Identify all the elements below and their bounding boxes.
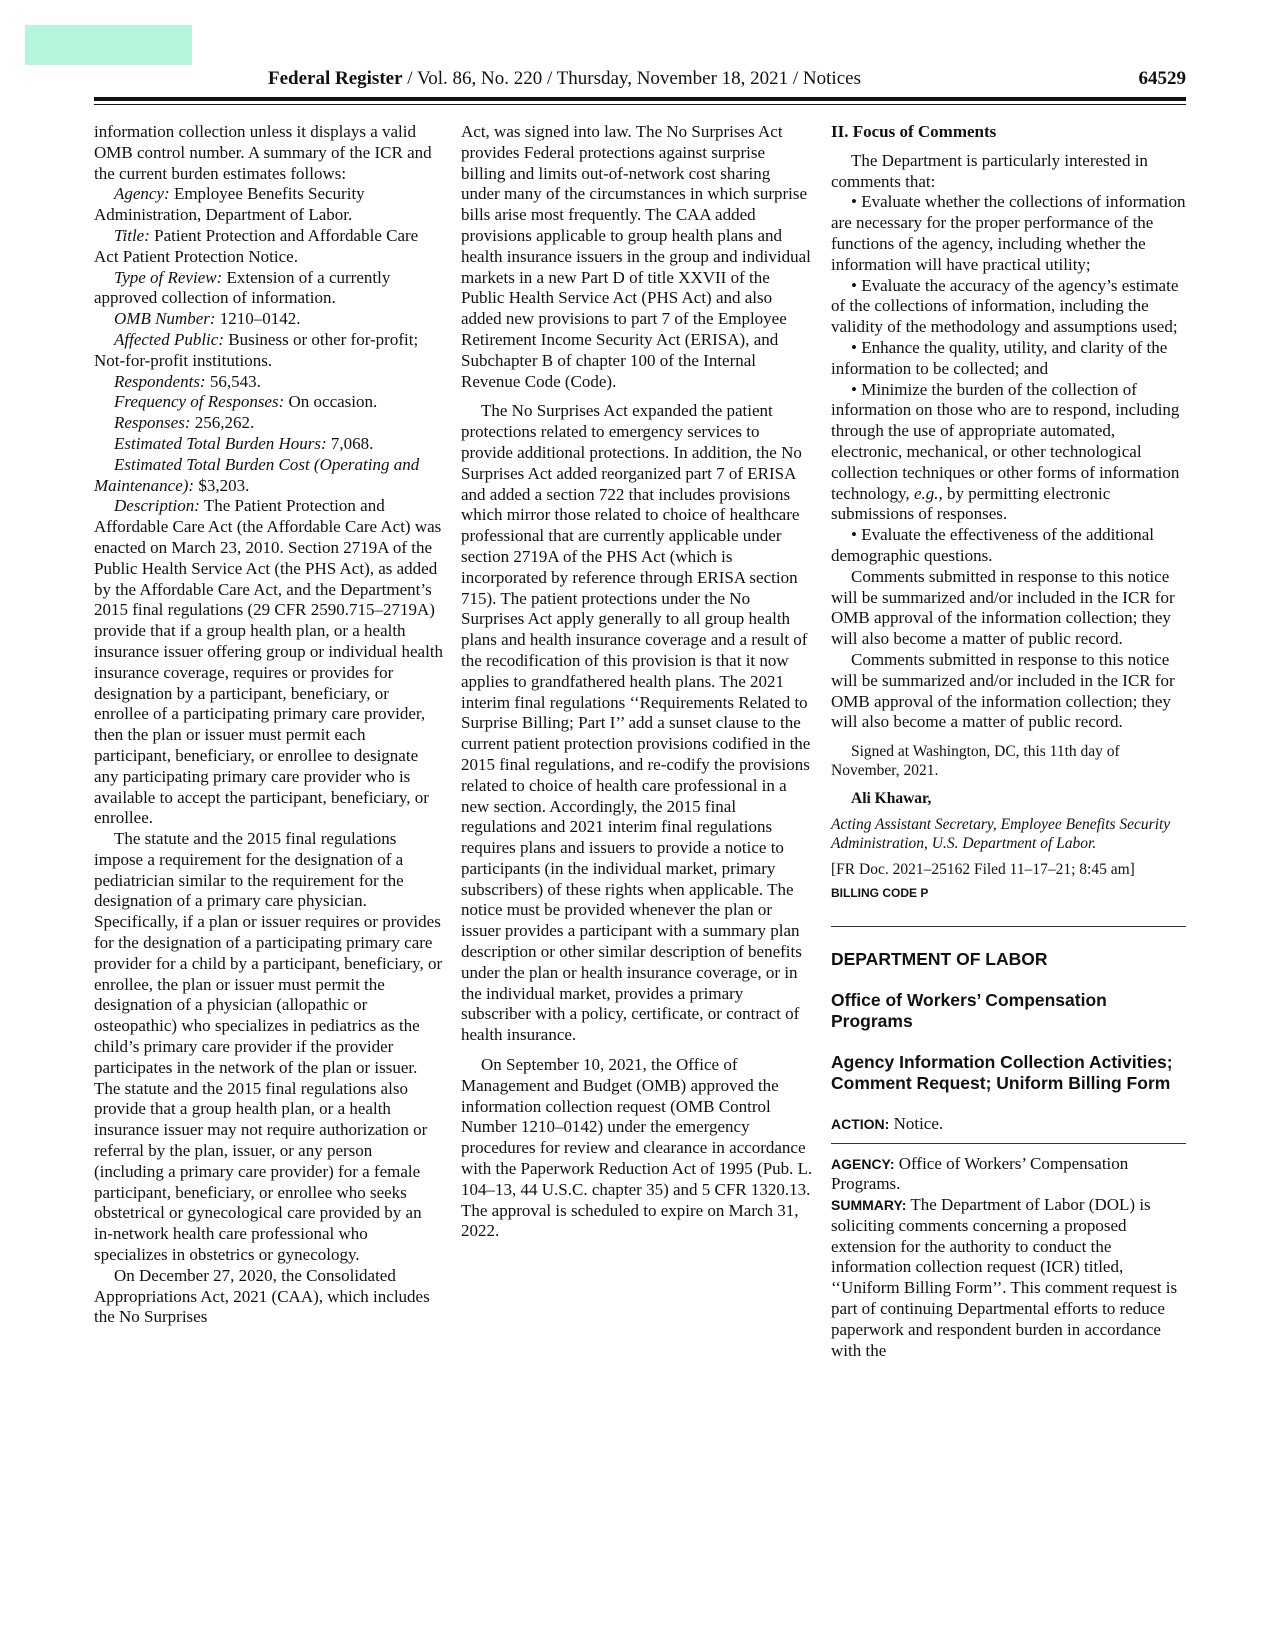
agency-line: AGENCY: Office of Workers’ Compensation Programs. [831,1153,1129,1194]
office-heading: Office of Workers’ Compensation Programs [831,989,1107,1031]
field-title: Title: Patient Protection and Affordable Care Act Patient Protection Notice. [94,225,419,266]
field-description: Description: The Patient Protection and Affordable Care Act (the Affordable Care Act) was enacted on March 23, 2010. Section 2719A of the Public Health Service Act (the PHS Act), as added by the Affordable Care Act, and the Department’s 2015 final regulations (29 CFR 2590.715–2719A) provide that if a group health plan, or a health insurance issuer offering group or individual health insurance coverage, requires or provides for designation by a participant, beneficiary, or enrollee of a participating primary care provider, then the plan or issuer must permit each participant, beneficiary, or enrollee to designate any participating primary care provider who is available to accept the participant, beneficiary, or enrollee. [94,496,444,828]
column-3 [831,122,1186,1361]
field-burden-cost: Estimated Total Burden Cost (Operating and Maintenance): $3,203. [94,454,420,495]
journal-name: Federal Register [268,68,403,89]
bullet-item: • Minimize the burden of the collection of information on those who are to respond, including through the use of appropriate automated, electronic, mechanical, or other technological collection techniques or other forms of information technology, e.g., by permitting electronic submissions of responses. [831,379,1180,524]
field-burden-hours: Estimated Total Burden Hours: 7,068. [114,433,374,453]
column-2 [461,122,813,1242]
paragraph: Comments submitted in response to this notice will be summarized and/or included in the ICR for OMB approval of the information collection; they will also become a matter of public record. [831,649,1175,732]
section-heading: II. Focus of Comments [831,122,997,141]
issue-info: / Vol. 86, No. 220 / Thursday, November 18, 2021 / Notices [402,68,861,89]
highlight-tab [25,25,192,65]
paragraph: Act, was signed into law. The No Surprises Act provides Federal protections against surprise billing and limits out-of-network cost sharing under many of the circumstances in which surprise bills arise most frequently. The CAA added provisions applicable to group health plans and health insurance issuers in the group and individual markets in a new Part D of title XXVII of the Public Health Service Act (PHS Act) and also added new provisions to part 7 of the Employee Retirement Income Security Act (ERISA), and Subchapter B of chapter 100 of the Internal Revenue Code (Code). [461,122,811,391]
field-omb-number: OMB Number: 1210–0142. [114,309,301,329]
page-number: 64529 [1138,68,1186,89]
fr-doc: [FR Doc. 2021–25162 Filed 11–17–21; 8:45 am] [831,861,1135,879]
signer-title: Acting Assistant Secretary, Employee Benefits Security Administration, U.S. Department of Labor. [831,816,1171,853]
header-rule-thin [94,104,1186,105]
field-affected-public: Affected Public: Business or other for-profit; Not-for-profit institutions. [94,329,419,370]
bullet-item: • Evaluate the effectiveness of the additional demographic questions. [831,525,1155,565]
page-header [94,68,1186,94]
paragraph: On December 27, 2020, the Consolidated Appropriations Act, 2021 (CAA), which includes the No Surprises [94,1265,430,1327]
field-frequency: Frequency of Responses: On occasion. [114,392,378,412]
field-respondents: Respondents: 56,543. [114,371,261,391]
field-responses: Responses: 256,262. [114,413,255,433]
paragraph: The statute and the 2015 final regulations impose a requirement for the designation of a pediatrician similar to the requirement for the designation of a primary care physician. Specifically, if a plan or issuer requires or provides for the designation of a participating primary care provider for a child by a participant, beneficiary, or enrollee, the plan or issuer must permit the designation of a physician (allopathic or osteopathic) who specializes in pediatrics as the child’s primary care provider if the provider participates in the network of the plan or issuer. The statute and the 2015 final regulations also provide that a group health plan, or a health insurance issuer may not require authorization or referral by the plan, issuer, or any person (including a primary care provider) for a female participant, beneficiary, or enrollee who seeks obstetrical or gynecological care provided by an in-network health care professional who specializes in obstetrics or gynecology. [94,829,443,1265]
bullet-item: • Evaluate the accuracy of the agency’s estimate of the collections of information, including the validity of the methodology and assumptions used; [831,275,1179,337]
department-heading: DEPARTMENT OF LABOR [831,948,1048,969]
action-rule [831,1143,1186,1144]
header-rule-thick [94,97,1186,101]
paragraph: The Department is particularly interested in comments that: [831,150,1148,191]
bullet-item: • Evaluate whether the collections of information are necessary for the proper performance of the functions of the agency, including whether the information will have practical utility; [831,192,1186,274]
paragraph: On September 10, 2021, the Office of Management and Budget (OMB) approved the information collection request (OMB Control Number 1210–0142) under the emergency procedures for review and clearance in accordance with the Paperwork Reduction Act of 1995 (Pub. L. 104–13, 44 U.S.C. chapter 35) and 5 CFR 1320.13. The approval is scheduled to expire on March 31, 2022. [461,1055,813,1241]
billing-code: BILLING CODE P [831,886,929,901]
action-line: ACTION: Notice. [831,1113,944,1133]
column-1 [94,122,444,1328]
paragraph: Comments submitted in response to this notice will be summarized and/or included in the ICR for OMB approval of the information collection; they will also become a matter of public record. [831,566,1175,649]
paragraph: information collection unless it displays a valid OMB control number. A summary of the ICR and the current burden estimates follows: [94,122,432,183]
field-agency: Agency: Employee Benefits Security Administration, Department of Labor. [94,184,365,225]
header-citation [268,68,861,90]
notice-title: Agency Information Collection Activities; Comment Request; Uniform Billing Form [831,1051,1173,1093]
summary-line: SUMMARY: The Department of Labor (DOL) is soliciting comments concerning a proposed extension for the authority to conduct the information collection request (ICR) titled, ‘‘Uniform Billing Form’’. This comment request is part of continuing Departmental efforts to reduce paperwork and respondent burden in accordance with the [831,1195,1178,1360]
signer-name: Ali Khawar, [851,790,932,808]
bullet-item: • Enhance the quality, utility, and clarity of the information to be collected; and [831,337,1168,378]
field-review: Type of Review: Extension of a currently approved collection of information. [94,267,391,308]
section-divider [831,926,1186,927]
signed-line: Signed at Washington, DC, this 11th day of November, 2021. [831,743,1120,780]
paragraph: The No Surprises Act expanded the patient protections related to emergency services to provide additional protections. In addition, the No Surprises Act added reorganized part 7 of ERISA and added a section 722 that includes provisions which mirror those related to choice of healthcare professional that are currently applicable under section 2719A of the PHS Act (which is incorporated by reference through ERISA section 715). The patient protections under the No Surprises Act apply generally to all group health plans and health insurance coverage and a result of the recodification of this provision is that it now applies to grandfathered health plans. The 2021 interim final regulations ‘‘Requirements Related to Surprise Billing; Part I’’ add a sunset clause to the current patient protection provisions codified in the 2015 final regulations, and re-codify the provisions related to choice of health care professional in a new section. Accordingly, the 2015 final regulations and 2021 interim final regulations requires plans and issuers to provide a notice to participants (in the individual market, primary subscribers) of these rights when applicable. The notice must be provided whenever the plan or issuer provides a participant with a summary plan description or other similar description of benefits under the plan or health insurance coverage, or in the individual market, provides a primary subscriber with a policy, certificate, or contract of health insurance. [461,401,811,1045]
